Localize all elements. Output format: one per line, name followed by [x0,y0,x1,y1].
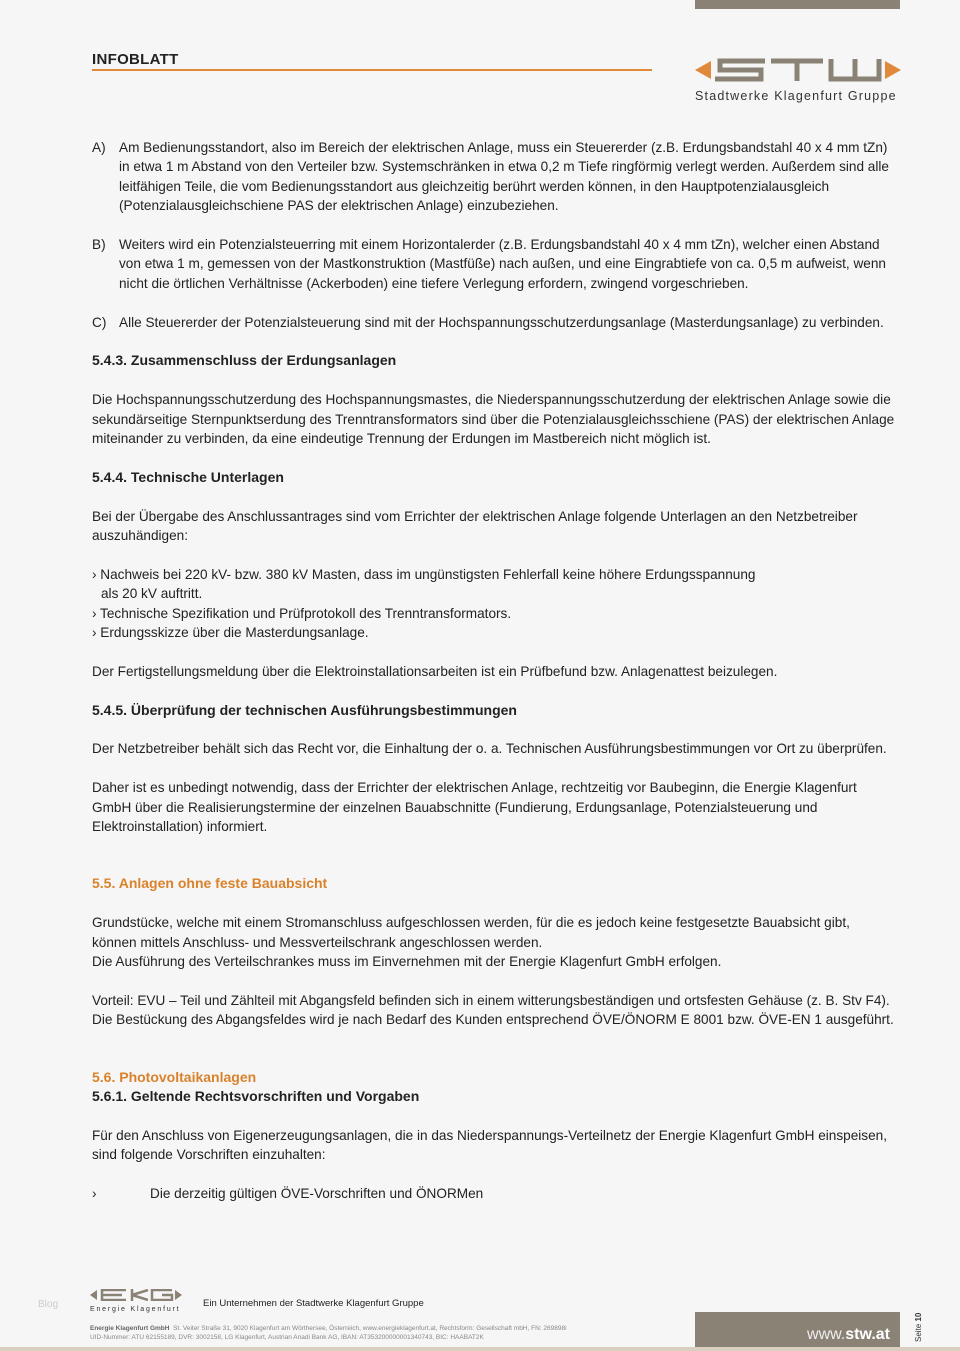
stw-logo-icon [695,58,901,82]
paragraph: Bei der Übergabe des Anschlussantrages sind vom Errichter der elektrischen Anlage folgende Unterlagen an den Netzbetreiber auszuhändigen: [92,508,858,544]
ekg-logo [90,1288,182,1313]
paragraph: Daher ist es unbedingt notwendig, dass der Errichter der elektrischen Anlage, rechtzeitig vor Baubeginn, die Energie Klagenfurt GmbH über die Realisierungstermine der einzelnen Bauabschnitte (Fundierung, Erdungsanlage, Potenzialsteuerung und Elektroinstallation) informiert. [92,780,857,835]
address-line: UID-Nummer: ATU 62155189, DVR: 3002158, LG Klagenfurt, Austrian Anadi Bank AG, IBAN: AT353200000001340743, BIC: HAABAT2K [90,1333,484,1341]
paragraph: Für den Anschluss von Eigenerzeugungsanlagen, die in das Niederspannungs-Verteilnetz der Energie Klagenfurt GmbH einspeisen, sind folgende Vorschriften einzuhalten: [92,1127,887,1163]
item-b [92,235,898,293]
page-number-value: 10 [914,1312,923,1322]
item-label: B) [92,237,106,253]
item-label: A) [92,140,106,155]
paragraph: Der Netzbetreiber behält sich das Recht vor, die Einhaltung der o. a. Technischen Ausführungsbestimmungen vor Ort zu überprüfen. [92,741,887,757]
heading-5-4-3: 5.4.3. Zusammenschluss der Erdungsanlagen [92,352,397,369]
title-underline [92,69,652,71]
document-body [92,138,898,1203]
paragraph: Die Hochspannungsschutzerdung des Hochspannungsmastes, die Niederspannungsschutzerdung der elektrischen Anlage sowie die sekundärseitige Sternpunktserdung des Trenntransformators sind über die Potenzialausgleichsschiene (PAS) der elektrischen Anlage miteinander zu verbinden, da eine eindeutige Trennung der Erdungen im Mastbereich nicht möglich ist. [92,392,895,447]
paragraph: Die Ausführung des Verteilschrankes muss im Einvernehmen mit der Energie Klagenfurt GmbH erfolgen. [92,954,722,970]
list-item: als 20 kV auftritt. [101,586,203,602]
item-a [92,138,898,216]
page-label: Seite [914,1323,923,1342]
web-domain: stw.at [845,1326,890,1343]
bullet-marker: › [92,1186,97,1202]
heading-5-6: 5.6. Photovoltaikanlagen [92,1068,257,1085]
list-item: › Nachweis bei 220 kV- bzw. 380 kV Masten, dass im ungünstigsten Fehlerfall keine höhere Erdungsspannung [92,566,756,582]
heading-5-4-5: 5.4.5. Überprüfung der technischen Ausführungsbestimmungen [92,701,517,718]
footer-address [90,1325,567,1342]
item-c [92,313,898,332]
item-text: Am Bedienungsstandort, also im Bereich der elektrischen Anlage, muss ein Steuererder (z.B. Erdungsbandstahl 40 x 4 mm tZn) in etwa 1 m Abstand von den Verteiler bzw. Systemschränken in etwa 0,2 m Tiefe ringförmig verlegt werden. Außerdem sind alle leitfähigen Teile, die vom Bedienungsstandort aus gleichzeitig berührt werden können, in den Hauptpotenzialausgleich (Potenzialausgleichschiene PAS der elektrischen Anlage) einzubeziehen. [119,140,889,214]
item-label: C) [92,314,107,330]
web-prefix: www. [807,1326,846,1343]
heading-5-4-4: 5.4.4. Technische Unterlagen [92,468,284,485]
watermark: Blog [38,1299,59,1310]
paragraph: Vorteil: EVU – Teil und Zählteil mit Abgangsfeld befinden sich in einem witterungsbeständigen und ortsfesten Gehäuse (z. B. Stv F4). Die Bestückung des Abgangsfeldes wird je nach Bedarf des Kunden entsprechend ÖVE/ÖNORM E 8001 bzw. ÖVE-EN 1 ausgeführt. [92,992,894,1028]
heading-5-5: 5.5. Anlagen ohne feste Bauabsicht [92,875,328,892]
ekg-subtitle: Energie Klagenfurt [90,1306,181,1313]
page-title: INFOBLATT [92,51,179,68]
item-text: Alle Steuererder der Potenzialsteuerung sind mit der Hochspannungsschutzerdungsanlage (Masterdungsanlage) zu verbinden. [119,314,884,330]
address-line: St. Veiter Straße 31, 9020 Klagenfurt am Wörthersee, Österreich, www.energieklagenfurt.at, Rechtsform: Gesellschaft mbH, FN: 269898i [173,1325,567,1332]
website-box [695,1312,900,1351]
footer-tagline: Ein Unternehmen der Stadtwerke Klagenfurt Gruppe [203,1298,424,1309]
stw-logo [695,58,901,103]
header-bar [695,0,900,9]
bottom-border [0,1347,960,1351]
list-item: › Technische Spezifikation und Prüfprotokoll des Trenntransformators. [92,605,512,621]
logo-subtitle: Stadtwerke Klagenfurt Gruppe [695,89,897,103]
ekg-logo-icon [90,1289,182,1301]
paragraph: Grundstücke, welche mit einem Stromanschluss aufgeschlossen werden, für die es jedoch keine festgesetzte Bauabsicht gibt, können mittels Anschluss- und Messverteilschrank angeschlossen werden. [92,915,850,950]
paragraph: Der Fertigstellungsmeldung über die Elektroinstallationsarbeiten ist ein Prüfbefund bzw. Anlagenattest beizulegen. [92,663,778,679]
list-item-text: Die derzeitig gültigen ÖVE-Vorschriften und ÖNORMen [150,1186,484,1202]
list-item [92,1184,898,1203]
list-item: › Erdungsskizze über die Masterdungsanlage. [92,625,369,641]
heading-5-6-1: 5.6.1. Geltende Rechtsvorschriften und Vorgaben [92,1088,420,1105]
item-text: Weiters wird ein Potenzialsteuerring mit einem Horizontalerder (z.B. Erdungsbandstahl 40 x 4 mm tZn), welcher einen Abstand von etwa 1 m, gemessen von der Mastkonstruktion (Mastfüße) nach außen, und eine Eingrabtiefe von ca. 0,5 m aufweist, wenn nicht die örtlichen Verhältnisse (Ackerboden) eine tiefere Verlegung erfordern, zwingend vorgeschrieben. [119,237,886,291]
company-name: Energie Klagenfurt GmbH [90,1325,170,1332]
page-number [914,1313,923,1342]
